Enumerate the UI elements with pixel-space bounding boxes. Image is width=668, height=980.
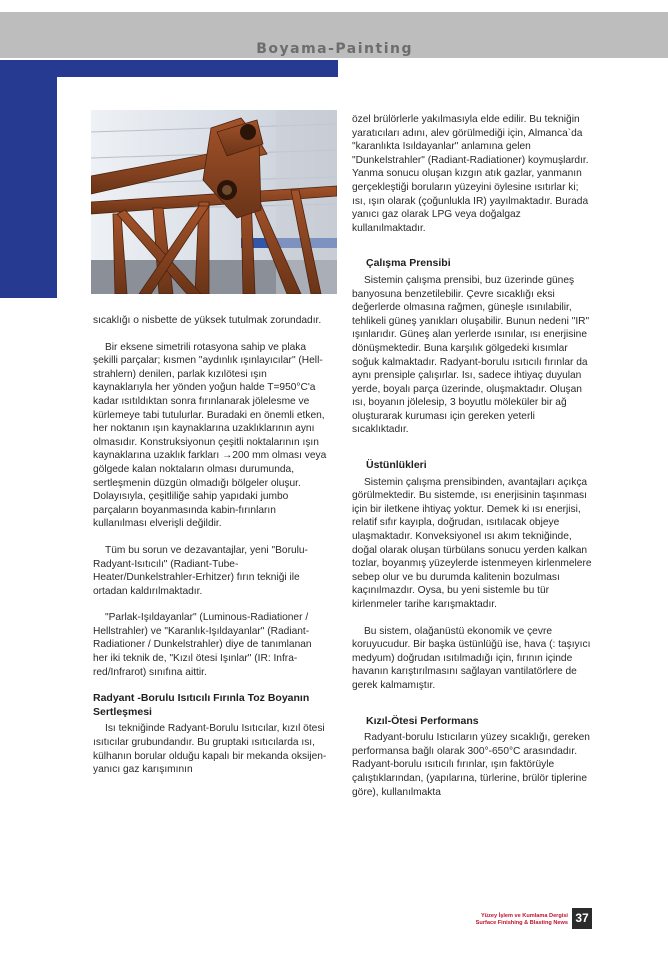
- section-title: Boyama-Painting: [256, 41, 413, 57]
- right-text-column: [352, 113, 592, 812]
- paragraph: Radyant-borulu Istıcıların yüzey sıcaklığı, gereken performansa bağlı olarak 300°-650°C arasındadır. Radyant-borulu ısıtıcılı fırınlar, ışın faktörüyle çalıştıklarından, (yapılarına, türlerine, brülör tiplerine göre), kullanılmakta: [352, 732, 590, 798]
- section-heading: Üstünlükleri: [366, 459, 427, 472]
- section-heading: Kızıl-Ötesi Performans: [366, 714, 479, 727]
- paragraph: özel brülörlerle yakılmasıyla elde edilir. Bu tekniğin yaratıcıları adını, alev görülmediği için, Almanca`da "karanlıkta Isıldayanlar" anlamına gelen "Dunkelstrahler" (Radiant-Radiationer) koymuşlardır. Yanma sonucu oluşan kızgın atık gazlar, yanmanın gerçekleştiği boruların yüzeyini öylesine ısıtırlar ki; ısı, ışın olarak (çoğunlukla IR) yayılmaktadır. Burada yanıcı gaz olarak LPG veya doğalgaz kullanılmaktadır.: [352, 114, 589, 234]
- section-heading: Radyant -Borulu Isıtıcılı Fırınla Toz Boyanın Sertleşmesi: [93, 692, 310, 718]
- paragraph: Tüm bu sorun ve dezavantajlar, yeni "Borulu-Radyant-Isıtıcılı" (Radiant-Tube-Heater/Dunkelstrahler-Erhitzer) fırın tekniği ile ortadan kaldırılmaktadır.: [93, 544, 308, 597]
- page-number: 37: [572, 908, 592, 929]
- paragraph: Sistemin çalışma prensibi, buz üzerinde güneş banyosuna benzetilebilir. Çevre sıcaklığı eksi değerlerde olmasına rağmen, güneşle ısınılabilir, tehlikeli güneş yanıkları oluşabilir. Bunun nedeni "IR" ışınlarıdır. Güneş alan yerlerde ısınılar, ısı enerjisine dönüşmektedir. Buna karşılık gölgedeki kısımlar soğuk kalmaktadır. Radyant-borulu ısıtıcılı fırınlar da aynı prensiple çalışırlar. Isı, sadece ihtiyaç duyulan yerde, boyalı parça üzerinde, oluşmaktadır. Oluşan ısı, boyanın jölelesip, 3 boyutlu möleküler bir ağ oluşturarak kuruması için gereken yeterli sıcaklıktadır.: [352, 274, 590, 436]
- paragraph: Bu sistem, olağanüstü ekonomik ve çevre koruyucudur. Bir başka üstünlüğü ise, hava (: taşıyıcı medyum) doğrudan ısıtılmadığı için, fırının içinde havanın karıştırılmasını sağlayan vantilatörlere de gerek kalmamıştır.: [352, 625, 591, 691]
- journal-name-tr: Yüzey İşlem ve Kumlama Dergisi: [480, 913, 568, 919]
- paragraph: sıcaklığı o nisbette de yüksek tutulmak zorundadır.: [93, 315, 322, 326]
- journal-name: [468, 913, 568, 927]
- paragraph: Sistemin çalışma prensibinden, avantajları açıkça görülmektedir. Bu sistemde, ısı enerjisinin taşınması için bir iletkene ihtiyaç yoktur. Demek ki ısı enerjisi, relatif sıfır kayıpla, doğrudan, ısıtılacak objeye ulaşmaktadır. Konveksiyonel ısı akım tekniğinde, doğal olarak oluşan türbülans sonucu yerden kalkan tozlar, boyanmış yüzeylerde istenmeyen kirlenmelere sebep olur ve bu durumda kalitenin bozulması kaçınılmazdır. Oysa, bu yeni sistemle bu tür kirlenmeler tarihe karışmaktadır.: [352, 476, 592, 610]
- paragraph: "Parlak-Işıldayanlar" (Luminous-Radiationer / Hellstrahler) ve "Karanlık-Işıldayanlar" (Radiant-Radiationer / Dunkelstrahler) diye de tanımlanan her iki teknik de, "Kızıl ötesi Işınlar" (IR: Infra-red/Infrarot) sınıfına aittir.: [93, 612, 312, 678]
- section-heading: Çalışma Prensibi: [366, 257, 451, 270]
- paragraph: Bir eksene simetrili rotasyona sahip ve plaka şekilli parçalar; kısmen "aydınlık ışınlayıcılar" (Hell-strahlern) denilen, parlak kızılötesi ışın kaynaklarıyla her yönden yoğun halde T=950°C'a kadar ısıtıldıktan sonra fırınlanarak jölelesme ve kürlemeye tabi tutulurlar. Buradaki en önemli etken, her noktanın ışın kaynaklarına uzaklıklarının aynı olmasıdır. Konstruksiyonun çeşitli noktalarının ışın kaynaklarına uzaklık farkları →200 mm olması veya gölgede kalan noktaların olması durumunda, sertleşmenin düzgün olmadığı bölgeler oluşur. Dolayısıyla, çeşitliliğe sahip yapıdaki jumbo parçaların boyanmasında kabin-fırınların kullanılması elverişli değildir.: [93, 341, 327, 530]
- left-text-column: [93, 314, 329, 790]
- paragraph: Isı tekniğinde Radyant-Borulu Isıtıcılar, kızıl ötesi ısıtıcılar grubundandır. Bu gruptaki ısıtıcılarda ısı, külhanın borular olduğu kapalı bir mekanda oksijen-yanıcı gaz karışımının: [93, 723, 327, 776]
- journal-name-en: Surface Finishing & Blasting News: [475, 920, 568, 926]
- rusted-steel-frame-photo: [91, 110, 337, 294]
